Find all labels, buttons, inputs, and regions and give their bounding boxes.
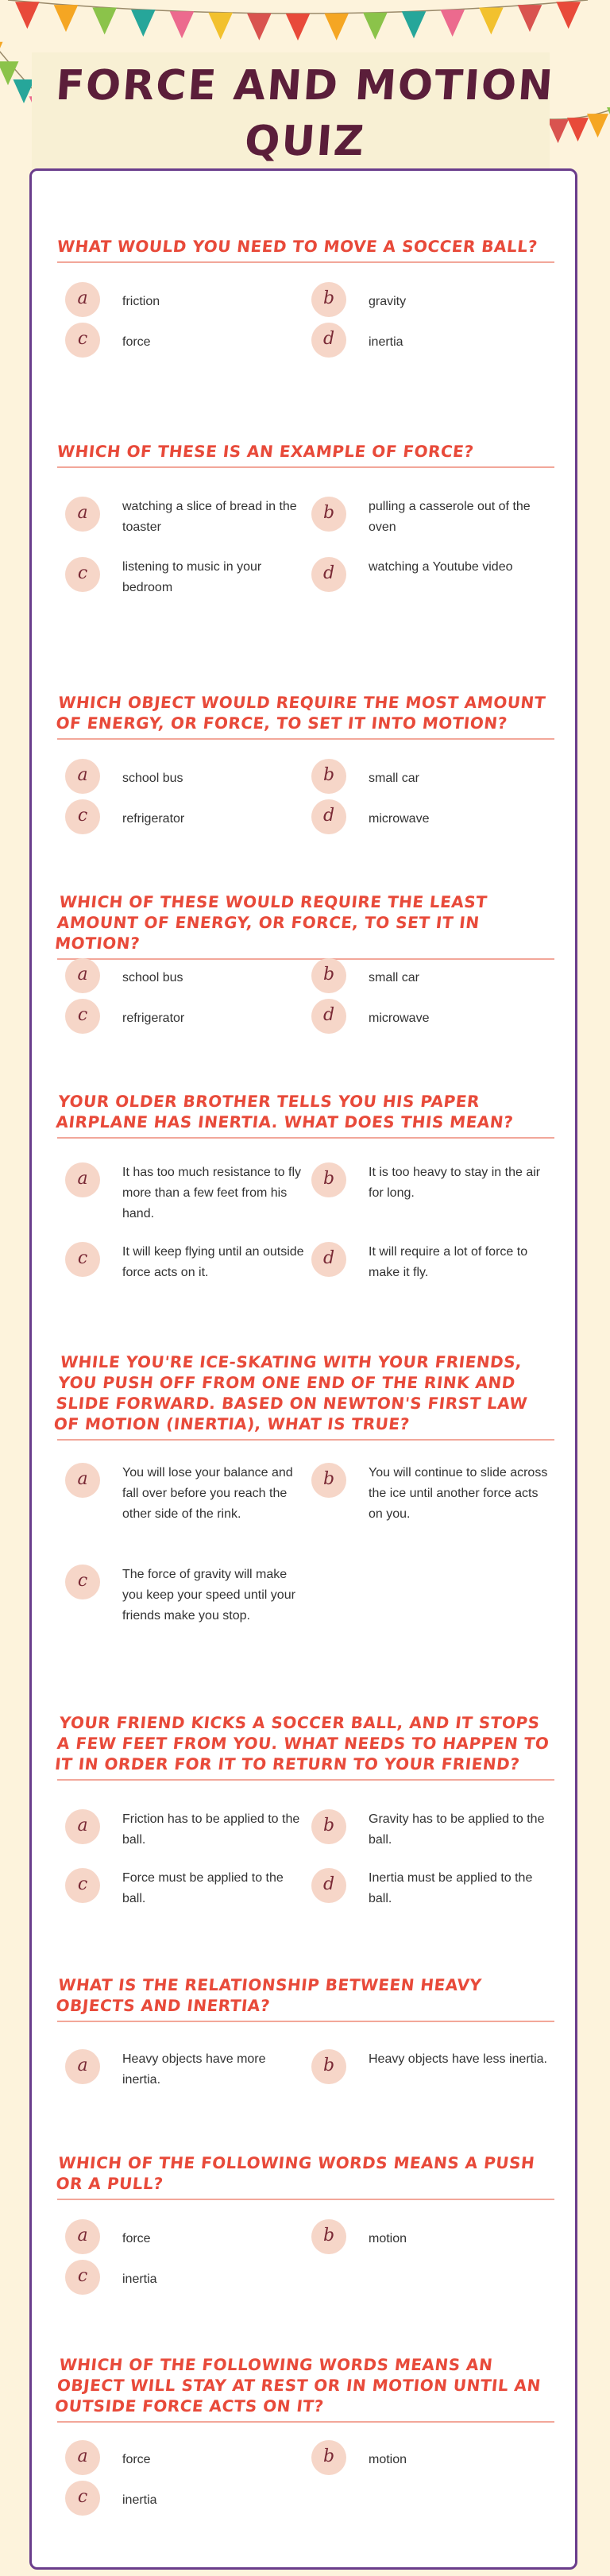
option-text: inertia — [369, 335, 403, 349]
option-letter-badge: a — [65, 1463, 100, 1498]
option-letter-badge: c — [65, 323, 100, 358]
option-text: microwave — [369, 812, 430, 826]
option-letter-badge: d — [311, 1242, 346, 1277]
question-2-title: WHICH OF THESE IS AN EXAMPLE OF FORCE? — [56, 442, 475, 461]
option-text: small car — [369, 971, 420, 984]
bunting-flag — [324, 14, 349, 41]
bunting-flag — [479, 7, 504, 34]
divider — [57, 1137, 554, 1139]
option-text: Friction has to be applied to the ball. — [122, 1812, 300, 1847]
option-letter-badge: c — [65, 2481, 100, 2516]
option-text: inertia — [122, 2272, 157, 2286]
option-text: force — [122, 335, 151, 349]
question-7 — [54, 1712, 554, 1781]
option-letter-badge: a — [65, 497, 100, 532]
question-4 — [54, 892, 554, 960]
option-text: It has too much resistance to fly more than a few feet from his hand. — [122, 1166, 301, 1220]
question-7-title: YOUR FRIEND KICKS A SOCCER BALL, AND IT STOPS A FEW FEET FROM YOU. WHAT NEEDS TO HAPPEN TO IT IN ORDER FOR IT TO RETURN TO YOUR FRIEND? — [54, 1713, 550, 1773]
divider — [57, 738, 554, 740]
option-letter-badge: a — [65, 759, 100, 794]
question-3 — [57, 692, 554, 740]
divider — [57, 261, 554, 263]
page-subtitle: QUIZ — [243, 118, 367, 165]
divider — [57, 1779, 554, 1781]
divider — [57, 958, 554, 960]
question-8-title: WHAT IS THE RELATIONSHIP BETWEEN HEAVY OBJECTS AND INERTIA? — [55, 1975, 483, 2015]
option-text: small car — [369, 772, 420, 785]
question-8 — [57, 1975, 554, 2022]
option-letter-badge: b — [311, 282, 346, 317]
option-letter-badge: c — [65, 799, 100, 834]
option-letter-badge: d — [311, 799, 346, 834]
bunting-flag — [440, 10, 465, 37]
option-letter-badge: b — [311, 2049, 346, 2084]
option-letter-badge: d — [311, 323, 346, 358]
question-5-title: YOUR OLDER BROTHER TELLS YOU HIS PAPER AIRPLANE HAS INERTIA. WHAT DOES THIS MEAN? — [55, 1092, 515, 1131]
option-letter-badge: c — [65, 1565, 100, 1599]
option-letter-badge: b — [311, 2219, 346, 2254]
question-1 — [57, 236, 554, 263]
option-letter-badge: d — [311, 557, 346, 592]
option-text: refrigerator — [122, 1011, 185, 1025]
page-title: FORCE AND MOTION — [54, 62, 556, 110]
bunting-flag — [518, 5, 542, 32]
option-letter-badge: a — [65, 1809, 100, 1844]
bunting-flag — [286, 14, 311, 41]
option-text: watching a Youtube video — [369, 560, 513, 574]
bunting-flag — [208, 13, 233, 40]
option-text: listening to music in your bedroom — [122, 560, 262, 594]
question-5 — [57, 1091, 554, 1139]
question-1-title: WHAT WOULD YOU NEED TO MOVE A SOCCER BALL? — [56, 237, 539, 256]
option-text: watching a slice of bread in the toaster — [122, 500, 297, 534]
option-text: microwave — [369, 1011, 430, 1025]
option-letter-badge: a — [65, 2219, 100, 2254]
option-letter-badge: c — [65, 999, 100, 1034]
divider — [57, 1439, 554, 1441]
option-text: You will continue to slide across the ice until another force acts on you. — [369, 1466, 548, 1521]
header-banner — [0, 0, 610, 183]
question-2 — [57, 441, 554, 468]
option-text: Heavy objects have more inertia. — [122, 2052, 266, 2087]
option-letter-badge: b — [311, 1463, 346, 1498]
bunting-flag — [131, 10, 156, 37]
option-letter-badge: b — [311, 497, 346, 532]
divider — [57, 2021, 554, 2022]
option-letter-badge: b — [311, 2440, 346, 2475]
option-text: friction — [122, 295, 160, 308]
bunting-flag — [556, 2, 581, 29]
option-letter-badge: d — [311, 1868, 346, 1903]
question-9-title: WHICH OF THE FOLLOWING WORDS MEANS A PUSH OR A PULL? — [55, 2153, 536, 2193]
option-letter-badge: a — [65, 1162, 100, 1197]
option-text: It is too heavy to stay in the air for long. — [369, 1166, 541, 1200]
question-3-title: WHICH OBJECT WOULD REQUIRE THE MOST AMOUNT OF ENERGY, OR FORCE, TO SET IT INTO MOTION? — [55, 693, 547, 733]
option-text: The force of gravity will make you keep your speed until your friends make you stop. — [122, 1568, 295, 1623]
bunting-flag — [170, 11, 195, 38]
question-4-title: WHICH OF THESE WOULD REQUIRE THE LEAST AMOUNT OF ENERGY, OR FORCE, TO SET IT IN MOTION? — [54, 892, 488, 953]
bunting-flag — [402, 11, 427, 38]
option-letter-badge: a — [65, 958, 100, 993]
option-text: Heavy objects have less inertia. — [369, 2052, 547, 2066]
option-letter-badge: c — [65, 557, 100, 592]
bunting-flag — [92, 7, 117, 34]
option-text: Inertia must be applied to the ball. — [369, 1871, 533, 1905]
option-text: Gravity has to be applied to the ball. — [369, 1812, 545, 1847]
option-letter-badge: c — [65, 2260, 100, 2295]
option-text: force — [122, 2232, 151, 2245]
option-letter-badge: c — [65, 1242, 100, 1277]
divider — [57, 2421, 554, 2423]
option-text: It will require a lot of force to make it fly. — [369, 1245, 528, 1279]
option-text: You will lose your balance and fall over before you reach the other side of the rink. — [122, 1466, 293, 1521]
divider — [57, 2199, 554, 2200]
option-text: It will keep flying until an outside force acts on it. — [122, 1245, 304, 1279]
option-text: motion — [369, 2232, 407, 2245]
bunting-flag — [247, 14, 272, 41]
question-10-title: WHICH OF THE FOLLOWING WORDS MEANS AN OBJECT WILL STAY AT REST OR IN MOTION UNTIL AN OUTSIDE FORCE ACTS ON IT? — [54, 2355, 542, 2415]
option-text: school bus — [122, 772, 183, 785]
bunting-flag — [54, 5, 79, 32]
bunting-flag — [363, 13, 388, 40]
option-letter-badge: a — [65, 2440, 100, 2475]
option-letter-badge: b — [311, 958, 346, 993]
option-text: Force must be applied to the ball. — [122, 1871, 284, 1905]
option-text: force — [122, 2453, 151, 2466]
question-10 — [54, 2354, 554, 2423]
option-letter-badge: d — [311, 999, 346, 1034]
option-text: pulling a casserole out of the oven — [369, 500, 531, 534]
option-letter-badge: a — [65, 2049, 100, 2084]
option-letter-badge: a — [65, 282, 100, 317]
option-text: refrigerator — [122, 812, 185, 826]
quiz-card — [29, 168, 577, 2570]
option-letter-badge: c — [65, 1868, 100, 1903]
divider — [57, 466, 554, 468]
option-text: school bus — [122, 971, 183, 984]
option-text: motion — [369, 2453, 407, 2466]
option-letter-badge: b — [311, 1809, 346, 1844]
option-text: gravity — [369, 295, 407, 308]
question-6 — [52, 1352, 554, 1441]
option-letter-badge: b — [311, 1162, 346, 1197]
option-text: inertia — [122, 2493, 157, 2507]
question-6-title: WHILE YOU'RE ICE-SKATING WITH YOUR FRIENDS, YOU PUSH OFF FROM ONE END OF THE RINK AND SLIDE FORWARD. BASED ON NEWTON'S FIRST LAW OF MOTION (INERTIA), WHAT IS TRUE? — [52, 1352, 529, 1433]
option-letter-badge: b — [311, 759, 346, 794]
question-9 — [57, 2152, 554, 2200]
bunting-flag — [15, 2, 40, 29]
